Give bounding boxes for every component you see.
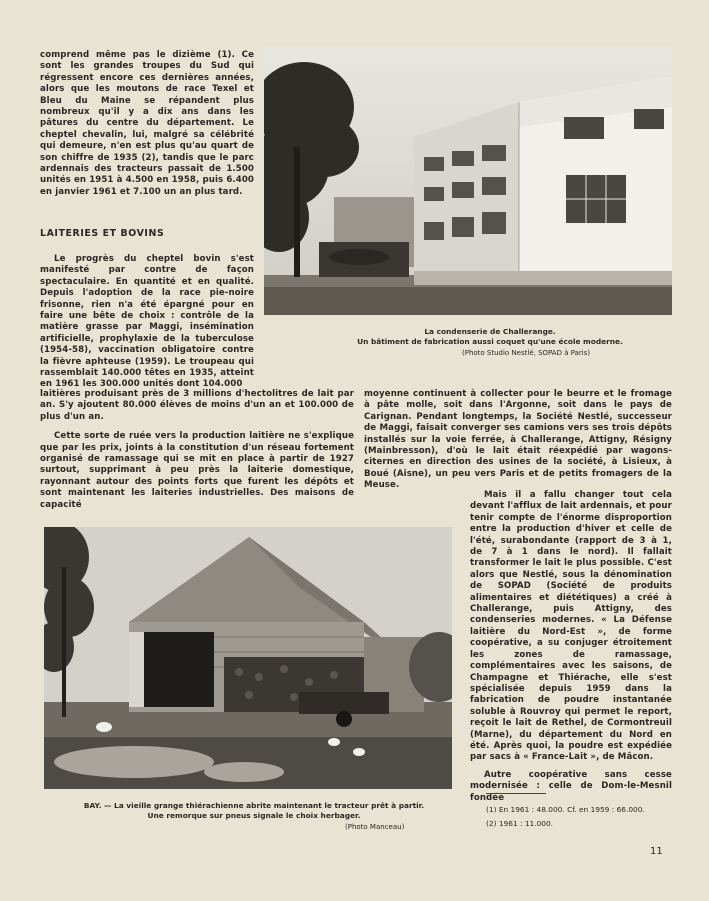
column1-intro — [40, 50, 254, 204]
photo1-credit: (Photo Studio Nestlé, SOPAD à Paris) — [462, 349, 591, 357]
column2-paragraph-1: moyenne continuent à collecter pour le beurre et le fromage à pâte molle, soit dans l'Argonne, soit dans le pays de Carignan. Pendant longtemps, la Société Nestlé, successeur de Maggi, faisait converger ses camions vers ses trois dépôts installés sur la voie ferrée, à Challerange, Attigny, Résigny (Mainbresson), d'où le lait était réexpédié par wagons-citernes en direction des usines de la société, à Lisieux, à Boué (Aisne), un peu vers Paris et de petits fromagers de la Meuse. — [364, 389, 672, 491]
page-number: 11 — [650, 846, 663, 857]
footnotes — [486, 803, 686, 831]
column1-paragraph-3: Cette sorte de ruée vers la production laitière ne s'explique que par les prix, joints à la constitution d'un réseau fortement organisé de ramassage qui se mit en place à partir de 1927 surtout, supprimant à peu près la laiterie domestique, rayonnant autour des points forts que furent les dépôts et sont maintenant les laiteries industrielles. Des maisons de capacité — [40, 431, 354, 510]
column1-continuation — [40, 389, 354, 517]
photo1-caption-line2: Un bâtiment de fabrication aussi coquet qu'une école moderne. — [357, 337, 623, 346]
photo-barn — [44, 527, 452, 789]
column2-body-lower — [470, 490, 672, 810]
footnote-1: (1) En 1961 : 48.000. Cf. en 1959 : 66.000. — [486, 805, 645, 814]
photo2-caption-line1: BAY. — La vieille grange thiérachienne abrite maintenant le tracteur prêt à partir. — [83, 801, 425, 810]
column1-paragraph-2: Le progrès du cheptel bovin s'est manifesté par contre de façon spectaculaire. En quantité et en qualité. Depuis l'adoption de la race pie-noire frisonne, rien n'a été épargné pour en faire une bête de choix : contrôle de la matière grasse par Maggi, insémination artificielle, prophylaxie de la tuberculose (1954-58), vaccination obligatoire contre la fièvre aphteuse (1959). Le troupeau qui rassemblait 140.000 têtes en 1935, atteint en 1961 les 300.000 unités dont 104.000 — [40, 254, 254, 390]
photo2-credit: (Photo Manceau) — [345, 823, 405, 831]
column2-paragraph-3: Autre coopérative sans cesse modernisée : celle de Dom-le-Mesnil fondée — [470, 769, 672, 803]
photo1-caption — [300, 327, 680, 347]
photo2-caption — [44, 801, 464, 821]
column2-body — [364, 389, 672, 498]
column1-paragraph-1: comprend même pas le dizième (1). Ce sont les grandes troupes du Sud qui régressent encore ces dernières années, alors que les moutons de race Texel et Bleu du Maine se répandent plus nombreux qu'il y a dix ans dans les pâtures du centre du département. Le cheptel chevalin, lui, malgré sa célébrité qui demeure, n'en est plus qu'au quart de son chiffre de 1935 (2), tandis que le parc ardennais des tracteurs passait de 1.500 unités en 1951 à 4.500 en 1958, puis 6.400 en janvier 1961 et 7.100 un an plus tard. — [40, 50, 254, 197]
photo2-caption-line2: Une remorque sur pneus signale le choix herbager. — [147, 811, 361, 820]
photo1-caption-line1: La condenserie de Challerange. — [424, 327, 556, 336]
footnote-2: (2) 1961 : 11.000. — [486, 819, 554, 828]
section-heading: LAITERIES ET BOVINS — [40, 228, 165, 239]
factory-photo-illustration — [264, 47, 672, 315]
column1-paragraph-2-continued: laitières produisant près de 3 millions d'hectolitres de lait par an. S'y ajoutent 80.000 élèves de moins d'un an et 100.000 de plus d'un an. — [40, 389, 354, 422]
column2-paragraph-2: Mais il a fallu changer tout cela devant l'afflux de lait ardennais, et pour tenir compte de l'énorme disproportion entre la production d'hiver et celle de l'été, surabondante (rapport de 3 à 1, de 7 à 1 dans le nord). Il fallait transformer le lait le plus possible. C'est alors que Nestlé, sous la dénomination de SOPAD (Société de produits alimentaires et diététiques) a créé à Challerange, puis Attigny, des condenseries modernes. « La Défense laitière du Nord-Est », de forme coopérative, a su conjuger étroitement les zones de ramassage, complémentaires avec les saisons, de Champagne et Thiérache, elle s'est spécialisée depuis 1959 dans la fabrication de poudre instantanée soluble à Rouvroy qui permet le report, reçoit le lait de Rethel, de Cormontreuil (Marne), du département du Nord en été. Après quoi, la poudre est expédiée par sacs à « France-Lait », de Mâcon. — [470, 490, 672, 763]
column1-body — [40, 254, 254, 397]
footnote-rule — [486, 793, 546, 794]
photo-condenserie — [264, 47, 672, 315]
barn-photo-illustration — [44, 527, 452, 789]
